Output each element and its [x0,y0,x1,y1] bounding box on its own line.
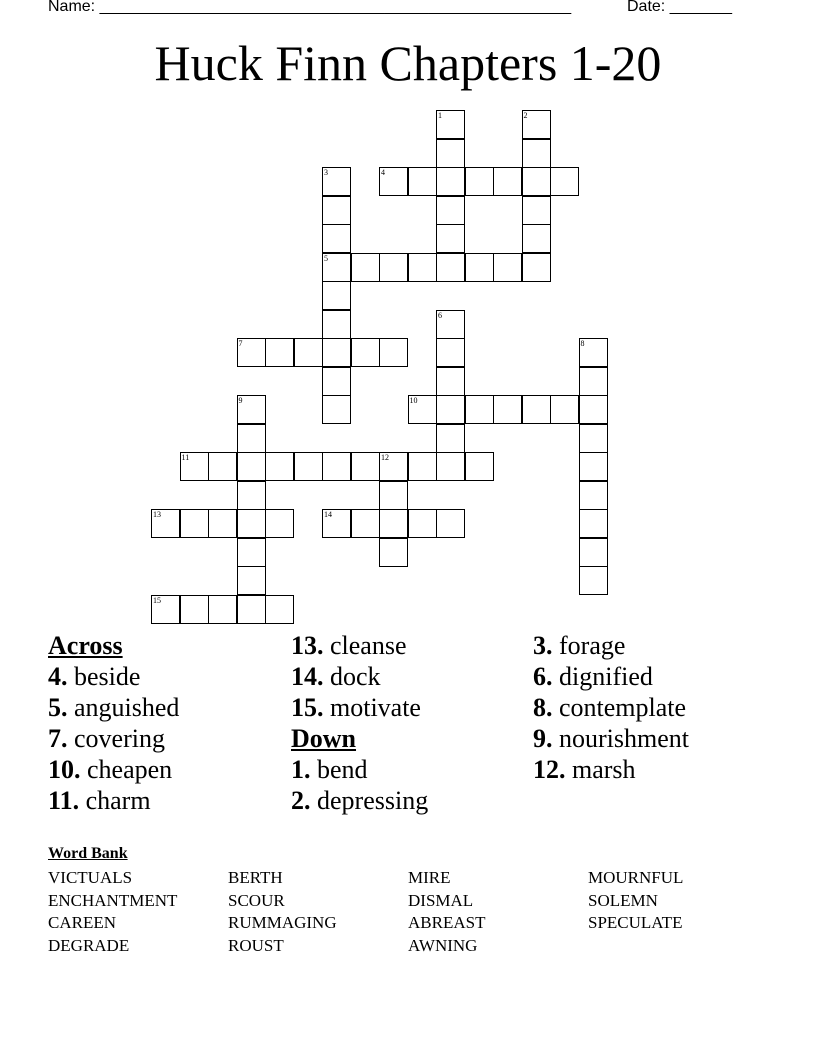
crossword-cell[interactable] [237,424,266,453]
word-bank-item: AWNING [408,935,478,955]
word-bank-column-4 [588,867,683,935]
crossword-cell[interactable] [408,452,437,481]
crossword-cell[interactable] [322,167,351,196]
crossword-cell[interactable] [579,395,608,424]
crossword-cell[interactable] [237,481,266,510]
crossword-cell[interactable] [436,509,465,538]
crossword-cell[interactable] [522,139,551,168]
crossword-cell[interactable] [408,509,437,538]
crossword-cell[interactable] [151,509,180,538]
crossword-cell[interactable] [379,167,408,196]
crossword-cell[interactable] [408,167,437,196]
across-heading: Across [48,631,123,660]
clues-column-1 [48,630,179,816]
clue-across-4: 4. beside [48,662,141,691]
crossword-cell[interactable] [379,452,408,481]
crossword-cell[interactable] [436,310,465,339]
crossword-cell[interactable] [322,281,351,310]
word-bank-item: CAREEN [48,913,116,933]
clue-across-14: 14. dock [291,662,381,691]
crossword-cell[interactable] [379,338,408,367]
crossword-cell[interactable] [522,253,551,282]
word-bank-item: DISMAL [408,890,474,910]
cell-number: 3 [324,168,328,177]
crossword-cell[interactable] [265,338,294,367]
crossword-cell[interactable] [522,395,551,424]
clue-down-12: 12. marsh [533,755,636,784]
crossword-cell[interactable] [180,509,209,538]
crossword-cell[interactable] [436,395,465,424]
crossword-cell[interactable] [522,167,551,196]
crossword-cell[interactable] [322,367,351,396]
crossword-cell[interactable] [379,509,408,538]
word-bank-column-3 [408,867,485,957]
crossword-cell[interactable] [294,452,323,481]
name-field[interactable]: Name: _____________________________________________________ [48,0,572,15]
crossword-cell[interactable] [436,367,465,396]
cell-number: 9 [238,396,243,405]
clue-down-2: 2. depressing [291,786,429,815]
crossword-cell[interactable] [322,310,351,339]
crossword-cell[interactable] [550,167,579,196]
crossword-cell[interactable] [465,167,494,196]
cell-number: 15 [153,595,161,605]
crossword-cell[interactable] [265,452,294,481]
crossword-cell[interactable] [237,338,266,367]
crossword-cell[interactable] [493,253,522,282]
crossword-cell[interactable] [237,566,266,595]
crossword-cell[interactable] [322,509,351,538]
clue-across-10: 10. cheapen [48,755,173,784]
crossword-cell[interactable] [151,595,180,624]
crossword-cell[interactable] [237,452,266,481]
crossword-cell[interactable] [436,253,465,282]
clue-across-13: 13. cleanse [291,631,407,660]
word-bank-item: MIRE [408,868,451,887]
crossword-cell[interactable] [237,509,266,538]
clue-down-8: 8. contemplate [533,693,687,722]
clue-down-9: 9. nourishment [533,724,689,753]
cell-number: 13 [153,510,161,519]
crossword-cell[interactable] [379,538,408,567]
down-heading: Down [291,724,357,753]
cell-number: 11 [181,453,190,462]
word-bank-item: DEGRADE [48,935,130,955]
word-bank-column-2 [228,867,337,957]
crossword-cell[interactable] [436,110,465,139]
crossword-cell[interactable] [579,367,608,396]
crossword-cell[interactable] [322,196,351,225]
crossword-cell[interactable] [436,139,465,168]
date-field[interactable]: Date: _______ [627,0,732,15]
page-title: Huck Finn Chapters 1-20 [154,35,662,91]
cell-number: 8 [580,339,585,348]
crossword-cell[interactable] [436,196,465,225]
word-bank-item: SPECULATE [588,913,683,933]
crossword-cell[interactable] [579,538,608,567]
crossword-cell[interactable] [237,538,266,567]
crossword-cell[interactable] [237,395,266,424]
cell-number: 10 [409,396,418,405]
word-bank-item: VICTUALS [48,868,133,887]
crossword-cell[interactable] [351,509,380,538]
cell-number: 6 [438,310,442,320]
word-bank-item: SCOUR [228,890,285,910]
crossword-cell[interactable] [322,224,351,253]
cell-number: 2 [523,111,528,120]
crossword-cell[interactable] [408,253,437,282]
crossword-cell[interactable] [579,338,608,367]
word-bank-item: RUMMAGING [228,913,337,933]
word-bank-item: ENCHANTMENT [48,890,178,910]
crossword-cell[interactable] [351,253,380,282]
crossword-cell[interactable] [579,424,608,453]
crossword-cell[interactable] [322,338,351,367]
crossword-cell[interactable] [436,167,465,196]
crossword-cell[interactable] [408,395,437,424]
crossword-cell[interactable] [579,481,608,510]
word-bank-item: BERTH [228,868,283,887]
crossword-cell[interactable] [493,395,522,424]
clue-across-7: 7. covering [48,724,165,753]
clue-down-1: 1. bend [291,755,368,784]
word-bank-item: ABREAST [408,913,486,933]
crossword-cell[interactable] [579,452,608,481]
crossword-cell[interactable] [294,338,323,367]
crossword-cell[interactable] [522,196,551,225]
word-bank-item: MOURNFUL [588,868,684,887]
crossword-cell[interactable] [379,481,408,510]
crossword-cell[interactable] [550,395,579,424]
crossword-cell[interactable] [465,452,494,481]
crossword-cell[interactable] [208,595,237,624]
crossword-cell[interactable] [436,224,465,253]
crossword-cell[interactable] [436,338,465,367]
word-bank-item: SOLEMN [588,890,658,910]
cell-number: 4 [381,168,385,177]
cell-number: 14 [324,510,332,519]
clue-down-3: 3. forage [533,631,626,660]
clues-column-2 [291,630,428,816]
crossword-cell[interactable] [322,452,351,481]
word-bank-title: Word Bank [48,845,128,862]
crossword-cell[interactable] [351,452,380,481]
crossword-cell[interactable] [465,253,494,282]
word-bank-column-1 [48,867,177,957]
cell-number: 7 [238,339,243,348]
crossword-cell[interactable] [265,595,294,624]
cell-number: 12 [381,453,389,462]
crossword-cell[interactable] [379,253,408,282]
crossword-cell[interactable] [180,452,209,481]
crossword-cell[interactable] [351,338,380,367]
crossword-cell[interactable] [322,253,351,282]
clue-across-15: 15. motivate [291,693,421,722]
crossword-cell[interactable] [465,395,494,424]
crossword-cell[interactable] [208,509,237,538]
crossword-cell[interactable] [493,167,522,196]
clue-across-11: 11. charm [48,786,151,815]
clues-column-3 [533,630,689,785]
word-bank-item: ROUST [228,935,284,955]
crossword-cell[interactable] [237,595,266,624]
crossword-cell[interactable] [208,452,237,481]
cell-number: 1 [438,111,442,120]
clue-down-6: 6. dignified [533,662,653,691]
crossword-cell[interactable] [436,424,465,453]
crossword-cell[interactable] [265,509,294,538]
crossword-cell[interactable] [579,566,608,595]
crossword-cell[interactable] [579,509,608,538]
clue-across-5: 5. anguished [48,693,180,722]
crossword-cell[interactable] [522,110,551,139]
crossword-cell[interactable] [522,224,551,253]
cell-number: 5 [324,253,328,263]
crossword-cell[interactable] [436,452,465,481]
crossword-cell[interactable] [180,595,209,624]
crossword-cell[interactable] [322,395,351,424]
